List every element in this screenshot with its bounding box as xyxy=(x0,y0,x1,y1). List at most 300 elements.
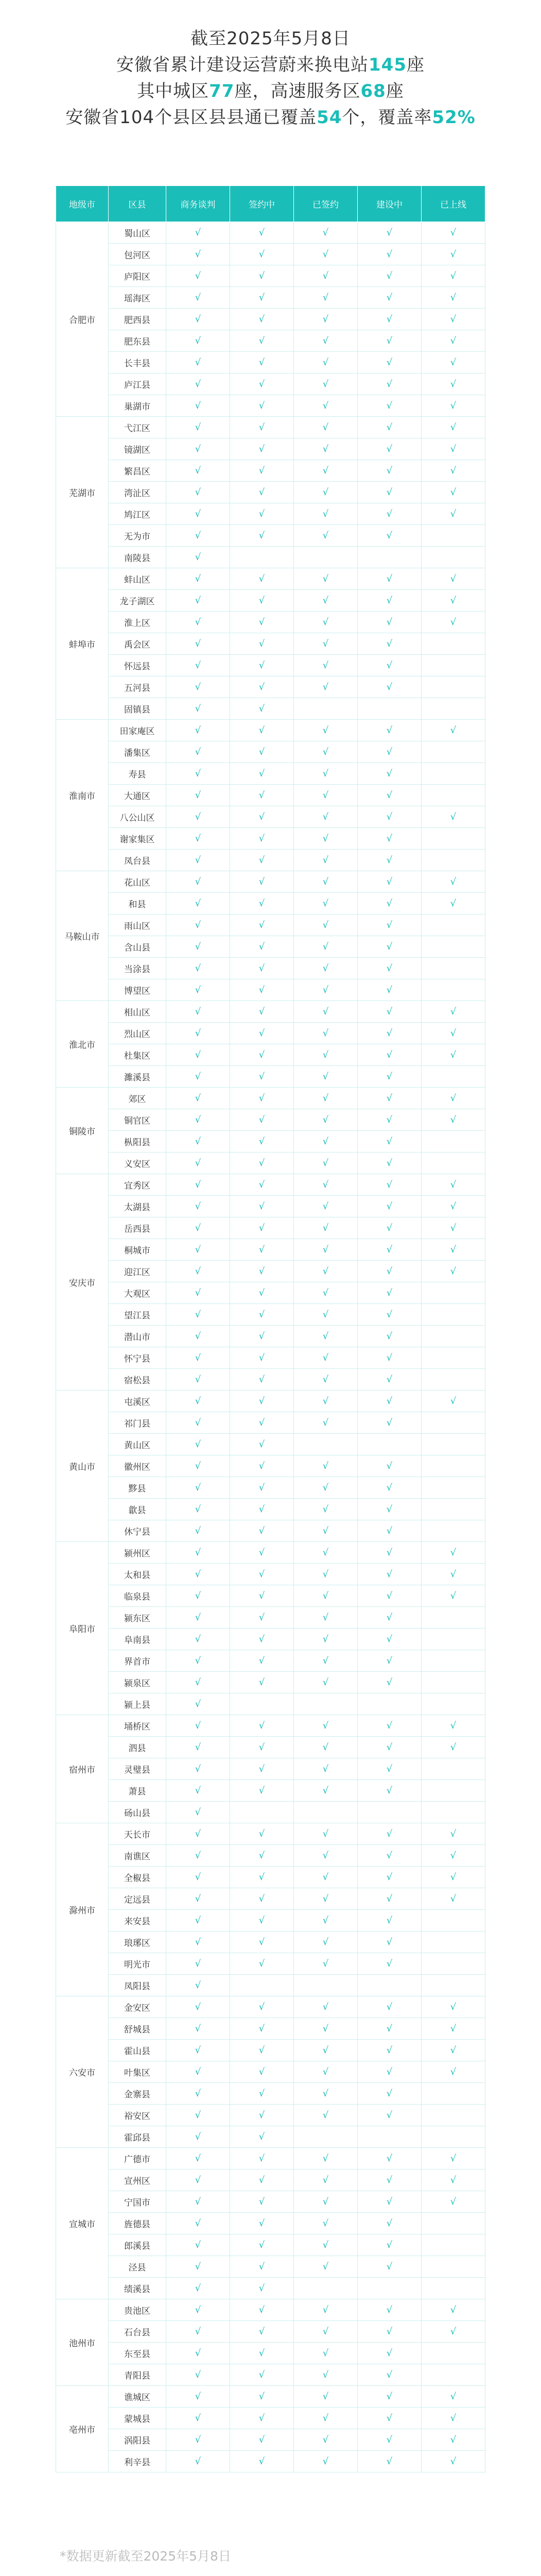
status-check-icon: √ xyxy=(230,1477,294,1499)
status-check-icon: √ xyxy=(294,352,358,374)
status-check-icon: √ xyxy=(294,2018,358,2040)
status-check-icon: √ xyxy=(230,1369,294,1391)
status-check-icon: √ xyxy=(358,590,422,612)
summary-date-line xyxy=(0,26,541,52)
status-check-icon: √ xyxy=(422,287,485,309)
status-check-icon: √ xyxy=(294,914,358,936)
district-cell: 花山区 xyxy=(109,871,166,893)
status-check-icon: √ xyxy=(358,914,422,936)
status-check-icon: √ xyxy=(358,1845,422,1867)
status-check-icon: √ xyxy=(294,1629,358,1650)
district-cell: 宁国市 xyxy=(109,2191,166,2213)
status-check-icon: √ xyxy=(422,352,485,374)
status-check-icon: √ xyxy=(166,1520,230,1542)
district-cell: 明光市 xyxy=(109,1953,166,1975)
status-check-icon: √ xyxy=(230,676,294,698)
status-check-icon: √ xyxy=(230,1088,294,1109)
table-row xyxy=(56,1326,485,1347)
status-check-icon: √ xyxy=(294,2299,358,2321)
status-empty-cell xyxy=(422,2256,485,2278)
table-row xyxy=(56,2278,485,2299)
status-check-icon: √ xyxy=(358,395,422,417)
status-check-icon: √ xyxy=(230,1564,294,1585)
table-row xyxy=(56,503,485,525)
status-check-icon: √ xyxy=(294,1088,358,1109)
status-check-icon: √ xyxy=(358,1131,422,1153)
status-empty-cell xyxy=(422,1326,485,1347)
status-check-icon: √ xyxy=(230,612,294,633)
status-check-icon: √ xyxy=(230,979,294,1001)
status-check-icon: √ xyxy=(166,2364,230,2386)
status-check-icon: √ xyxy=(294,676,358,698)
status-check-icon: √ xyxy=(358,720,422,741)
status-check-icon: √ xyxy=(422,244,485,265)
status-check-icon: √ xyxy=(230,1910,294,1931)
status-empty-cell xyxy=(358,1802,422,1823)
status-check-icon: √ xyxy=(166,1823,230,1845)
status-check-icon: √ xyxy=(422,612,485,633)
district-cell: 琅琊区 xyxy=(109,1931,166,1953)
status-empty-cell xyxy=(422,2234,485,2256)
status-empty-cell xyxy=(422,914,485,936)
status-check-icon: √ xyxy=(230,1455,294,1477)
status-check-icon: √ xyxy=(230,1650,294,1672)
status-check-icon: √ xyxy=(294,2451,358,2472)
status-check-icon: √ xyxy=(358,741,422,763)
status-check-icon: √ xyxy=(230,1044,294,1066)
status-check-icon: √ xyxy=(166,1347,230,1369)
district-cell: 金安区 xyxy=(109,1996,166,2018)
status-check-icon: √ xyxy=(294,438,358,460)
city-cell: 亳州市 xyxy=(56,2386,109,2472)
table-row xyxy=(56,2321,485,2343)
status-check-icon: √ xyxy=(358,850,422,871)
status-check-icon: √ xyxy=(294,1369,358,1391)
status-empty-cell xyxy=(422,741,485,763)
status-check-icon: √ xyxy=(358,287,422,309)
status-check-icon: √ xyxy=(358,2451,422,2472)
status-check-icon: √ xyxy=(358,417,422,438)
status-empty-cell xyxy=(422,1802,485,1823)
table-row xyxy=(56,1282,485,1304)
status-check-icon: √ xyxy=(166,2386,230,2408)
column-header-signed: 已签约 xyxy=(294,186,358,222)
status-check-icon: √ xyxy=(230,850,294,871)
status-check-icon: √ xyxy=(166,2061,230,2083)
district-cell: 谯城区 xyxy=(109,2386,166,2408)
status-check-icon: √ xyxy=(166,1304,230,1326)
status-check-icon: √ xyxy=(422,330,485,352)
district-cell: 龙子湖区 xyxy=(109,590,166,612)
status-empty-cell xyxy=(422,1066,485,1088)
status-check-icon: √ xyxy=(358,1088,422,1109)
status-empty-cell xyxy=(422,763,485,785)
status-check-icon: √ xyxy=(166,850,230,871)
district-cell: 青阳县 xyxy=(109,2364,166,2386)
status-check-icon: √ xyxy=(230,460,294,482)
status-check-icon: √ xyxy=(294,1304,358,1326)
district-cell: 界首市 xyxy=(109,1650,166,1672)
status-check-icon: √ xyxy=(358,1629,422,1650)
table-row xyxy=(56,1888,485,1910)
status-check-icon: √ xyxy=(294,1672,358,1693)
status-check-icon: √ xyxy=(358,1109,422,1131)
table-row xyxy=(56,1629,485,1650)
status-check-icon: √ xyxy=(166,1196,230,1217)
status-check-icon: √ xyxy=(230,2170,294,2191)
status-check-icon: √ xyxy=(230,352,294,374)
table-row xyxy=(56,1499,485,1520)
table-row xyxy=(56,482,485,503)
status-check-icon: √ xyxy=(358,352,422,374)
status-check-icon: √ xyxy=(294,2040,358,2061)
status-check-icon: √ xyxy=(358,1564,422,1585)
status-check-icon: √ xyxy=(294,763,358,785)
status-check-icon: √ xyxy=(358,936,422,958)
district-cell: 颍东区 xyxy=(109,1607,166,1629)
table-row xyxy=(56,850,485,871)
status-check-icon: √ xyxy=(358,1867,422,1888)
status-check-icon: √ xyxy=(230,265,294,287)
status-empty-cell xyxy=(358,698,422,720)
status-check-icon: √ xyxy=(294,222,358,244)
status-check-icon: √ xyxy=(230,741,294,763)
district-cell: 桐城市 xyxy=(109,1239,166,1261)
district-cell: 宜秀区 xyxy=(109,1174,166,1196)
status-check-icon: √ xyxy=(166,568,230,590)
status-check-icon: √ xyxy=(294,1023,358,1044)
status-check-icon: √ xyxy=(294,2234,358,2256)
status-check-icon: √ xyxy=(294,1109,358,1131)
status-check-icon: √ xyxy=(358,2040,422,2061)
status-check-icon: √ xyxy=(230,871,294,893)
status-check-icon: √ xyxy=(294,871,358,893)
status-empty-cell xyxy=(422,1975,485,1996)
status-check-icon: √ xyxy=(294,1044,358,1066)
status-empty-cell xyxy=(422,1369,485,1391)
status-check-icon: √ xyxy=(294,2170,358,2191)
status-check-icon: √ xyxy=(422,417,485,438)
table-row xyxy=(56,2386,485,2408)
status-check-icon: √ xyxy=(294,2429,358,2451)
district-cell: 无为市 xyxy=(109,525,166,547)
district-cell: 黟县 xyxy=(109,1477,166,1499)
status-check-icon: √ xyxy=(358,1153,422,1174)
status-check-icon: √ xyxy=(422,1261,485,1282)
status-check-icon: √ xyxy=(358,1174,422,1196)
status-check-icon: √ xyxy=(230,1174,294,1196)
district-cell: 泗县 xyxy=(109,1737,166,1758)
status-check-icon: √ xyxy=(166,1607,230,1629)
status-empty-cell xyxy=(422,850,485,871)
table-row xyxy=(56,417,485,438)
district-cell: 临泉县 xyxy=(109,1585,166,1607)
city-cell: 芜湖市 xyxy=(56,417,109,568)
district-cell: 烈山区 xyxy=(109,1023,166,1044)
status-check-icon: √ xyxy=(230,2364,294,2386)
status-check-icon: √ xyxy=(358,2429,422,2451)
city-cell: 淮南市 xyxy=(56,720,109,871)
status-check-icon: √ xyxy=(166,2256,230,2278)
district-cell: 蒙城县 xyxy=(109,2408,166,2429)
district-cell: 萧县 xyxy=(109,1780,166,1802)
status-check-icon: √ xyxy=(166,1737,230,1758)
status-check-icon: √ xyxy=(422,2386,485,2408)
district-cell: 长丰县 xyxy=(109,352,166,374)
status-check-icon: √ xyxy=(358,1996,422,2018)
status-check-icon: √ xyxy=(422,2429,485,2451)
status-check-icon: √ xyxy=(358,2299,422,2321)
table-row xyxy=(56,1131,485,1153)
status-check-icon: √ xyxy=(294,1174,358,1196)
table-row xyxy=(56,914,485,936)
district-cell: 当涂县 xyxy=(109,958,166,979)
status-check-icon: √ xyxy=(358,222,422,244)
district-cell: 巢湖市 xyxy=(109,395,166,417)
district-cell: 霍邱县 xyxy=(109,2126,166,2148)
table-row xyxy=(56,676,485,698)
district-cell: 禹会区 xyxy=(109,633,166,655)
table-row xyxy=(56,2191,485,2213)
status-check-icon: √ xyxy=(166,1564,230,1585)
status-check-icon: √ xyxy=(358,2105,422,2126)
status-check-icon: √ xyxy=(358,2408,422,2429)
district-cell: 固镇县 xyxy=(109,698,166,720)
status-empty-cell xyxy=(422,1693,485,1715)
status-check-icon: √ xyxy=(294,1455,358,1477)
status-check-icon: √ xyxy=(422,395,485,417)
status-check-icon: √ xyxy=(358,1780,422,1802)
district-cell: 鸠江区 xyxy=(109,503,166,525)
status-check-icon: √ xyxy=(230,1261,294,1282)
status-check-icon: √ xyxy=(230,222,294,244)
status-check-icon: √ xyxy=(358,482,422,503)
status-check-icon: √ xyxy=(230,1001,294,1023)
status-check-icon: √ xyxy=(294,417,358,438)
status-check-icon: √ xyxy=(358,1737,422,1758)
status-check-icon: √ xyxy=(358,893,422,914)
district-cell: 舒城县 xyxy=(109,2018,166,2040)
status-check-icon: √ xyxy=(358,1369,422,1391)
table-row xyxy=(56,374,485,395)
status-check-icon: √ xyxy=(166,1931,230,1953)
status-empty-cell xyxy=(230,547,294,568)
table-row xyxy=(56,979,485,1001)
district-cell: 灵璧县 xyxy=(109,1758,166,1780)
status-check-icon: √ xyxy=(422,590,485,612)
status-check-icon: √ xyxy=(166,655,230,676)
status-check-icon: √ xyxy=(294,2386,358,2408)
status-empty-cell xyxy=(422,1434,485,1455)
status-check-icon: √ xyxy=(230,2083,294,2105)
column-header-negotiation: 商务谈判 xyxy=(166,186,230,222)
district-cell: 涡阳县 xyxy=(109,2429,166,2451)
summary-total-label: 安徽省累计建设运营蔚来换电站 xyxy=(116,55,369,75)
status-check-icon: √ xyxy=(230,2408,294,2429)
city-cell: 池州市 xyxy=(56,2299,109,2386)
district-cell: 怀远县 xyxy=(109,655,166,676)
status-check-icon: √ xyxy=(166,893,230,914)
status-check-icon: √ xyxy=(166,1001,230,1023)
status-check-icon: √ xyxy=(166,1391,230,1412)
table-row xyxy=(56,1607,485,1629)
status-check-icon: √ xyxy=(358,2061,422,2083)
status-check-icon: √ xyxy=(294,1153,358,1174)
status-check-icon: √ xyxy=(166,244,230,265)
summary-coverage-label: 安徽省104个县区县县通已覆盖 xyxy=(65,107,317,128)
status-empty-cell xyxy=(294,698,358,720)
status-check-icon: √ xyxy=(166,2191,230,2213)
table-row xyxy=(56,633,485,655)
status-empty-cell xyxy=(294,1693,358,1715)
status-check-icon: √ xyxy=(230,1282,294,1304)
table-row xyxy=(56,741,485,763)
status-check-icon: √ xyxy=(230,806,294,828)
status-check-icon: √ xyxy=(166,2343,230,2364)
table-row xyxy=(56,2408,485,2429)
status-check-icon: √ xyxy=(166,1412,230,1434)
status-check-icon: √ xyxy=(166,2278,230,2299)
status-check-icon: √ xyxy=(230,287,294,309)
status-check-icon: √ xyxy=(166,1650,230,1672)
summary-total-unit: 座 xyxy=(406,55,425,75)
status-check-icon: √ xyxy=(230,1845,294,1867)
status-check-icon: √ xyxy=(230,1239,294,1261)
district-cell: 义安区 xyxy=(109,1153,166,1174)
table-row xyxy=(56,1693,485,1715)
status-check-icon: √ xyxy=(230,893,294,914)
column-header-building: 建设中 xyxy=(358,186,422,222)
table-row xyxy=(56,330,485,352)
status-check-icon: √ xyxy=(294,525,358,547)
status-check-icon: √ xyxy=(422,1109,485,1131)
status-check-icon: √ xyxy=(294,395,358,417)
table-row xyxy=(56,936,485,958)
district-cell: 绩溪县 xyxy=(109,2278,166,2299)
status-check-icon: √ xyxy=(230,1347,294,1369)
table-row xyxy=(56,2213,485,2234)
table-row xyxy=(56,2256,485,2278)
summary-total-line xyxy=(0,52,541,78)
status-check-icon: √ xyxy=(294,741,358,763)
table-row xyxy=(56,1174,485,1196)
status-check-icon: √ xyxy=(294,979,358,1001)
status-check-icon: √ xyxy=(294,1131,358,1153)
status-empty-cell xyxy=(422,1953,485,1975)
status-check-icon: √ xyxy=(358,1001,422,1023)
status-check-icon: √ xyxy=(230,2321,294,2343)
status-empty-cell xyxy=(422,1455,485,1477)
status-check-icon: √ xyxy=(358,1455,422,1477)
status-check-icon: √ xyxy=(294,1953,358,1975)
status-empty-cell xyxy=(422,1347,485,1369)
status-check-icon: √ xyxy=(358,2386,422,2408)
status-check-icon: √ xyxy=(166,1023,230,1044)
table-row xyxy=(56,1585,485,1607)
status-empty-cell xyxy=(294,1434,358,1455)
status-check-icon: √ xyxy=(166,1693,230,1715)
status-check-icon: √ xyxy=(294,1239,358,1261)
status-check-icon: √ xyxy=(166,547,230,568)
status-check-icon: √ xyxy=(230,395,294,417)
table-row xyxy=(56,352,485,374)
column-header-online: 已上线 xyxy=(422,186,485,222)
city-cell: 黄山市 xyxy=(56,1391,109,1542)
status-check-icon: √ xyxy=(422,2061,485,2083)
status-check-icon: √ xyxy=(294,1542,358,1564)
status-check-icon: √ xyxy=(422,893,485,914)
status-check-icon: √ xyxy=(230,1109,294,1131)
column-header-signing: 签约中 xyxy=(230,186,294,222)
status-check-icon: √ xyxy=(166,222,230,244)
summary-highway-unit: 座 xyxy=(386,81,404,101)
status-check-icon: √ xyxy=(294,1261,358,1282)
status-check-icon: √ xyxy=(358,1282,422,1304)
table-row xyxy=(56,1867,485,1888)
status-empty-cell xyxy=(422,2126,485,2148)
status-empty-cell xyxy=(422,1758,485,1780)
status-check-icon: √ xyxy=(230,568,294,590)
status-check-icon: √ xyxy=(294,1650,358,1672)
status-check-icon: √ xyxy=(422,482,485,503)
status-check-icon: √ xyxy=(166,1585,230,1607)
district-cell: 肥西县 xyxy=(109,309,166,330)
district-cell: 繁昌区 xyxy=(109,460,166,482)
status-check-icon: √ xyxy=(230,2191,294,2213)
status-check-icon: √ xyxy=(230,2234,294,2256)
status-check-icon: √ xyxy=(294,1715,358,1737)
district-cell: 屯溪区 xyxy=(109,1391,166,1412)
status-check-icon: √ xyxy=(294,1737,358,1758)
status-check-icon: √ xyxy=(230,1066,294,1088)
status-check-icon: √ xyxy=(166,806,230,828)
table-row xyxy=(56,1845,485,1867)
district-cell: 凤台县 xyxy=(109,850,166,871)
status-check-icon: √ xyxy=(422,1845,485,1867)
status-empty-cell xyxy=(422,2278,485,2299)
status-check-icon: √ xyxy=(230,828,294,850)
status-check-icon: √ xyxy=(422,1174,485,1196)
status-check-icon: √ xyxy=(294,1931,358,1953)
status-check-icon: √ xyxy=(358,309,422,330)
district-cell: 大观区 xyxy=(109,1282,166,1304)
district-cell: 黄山区 xyxy=(109,1434,166,1455)
status-check-icon: √ xyxy=(230,1023,294,1044)
status-check-icon: √ xyxy=(230,1412,294,1434)
status-check-icon: √ xyxy=(166,1542,230,1564)
status-check-icon: √ xyxy=(230,1391,294,1412)
status-check-icon: √ xyxy=(294,2321,358,2343)
status-check-icon: √ xyxy=(230,2040,294,2061)
city-cell: 淮北市 xyxy=(56,1001,109,1088)
status-check-icon: √ xyxy=(230,1217,294,1239)
status-check-icon: √ xyxy=(166,936,230,958)
status-check-icon: √ xyxy=(294,806,358,828)
table-row xyxy=(56,1542,485,1564)
status-check-icon: √ xyxy=(294,309,358,330)
table-row xyxy=(56,568,485,590)
status-check-icon: √ xyxy=(358,2234,422,2256)
status-check-icon: √ xyxy=(166,460,230,482)
status-check-icon: √ xyxy=(166,741,230,763)
status-check-icon: √ xyxy=(166,958,230,979)
district-cell: 南陵县 xyxy=(109,547,166,568)
status-check-icon: √ xyxy=(294,1867,358,1888)
district-cell: 岳西县 xyxy=(109,1217,166,1239)
table-row xyxy=(56,2234,485,2256)
status-check-icon: √ xyxy=(230,914,294,936)
city-cell: 六安市 xyxy=(56,1996,109,2148)
